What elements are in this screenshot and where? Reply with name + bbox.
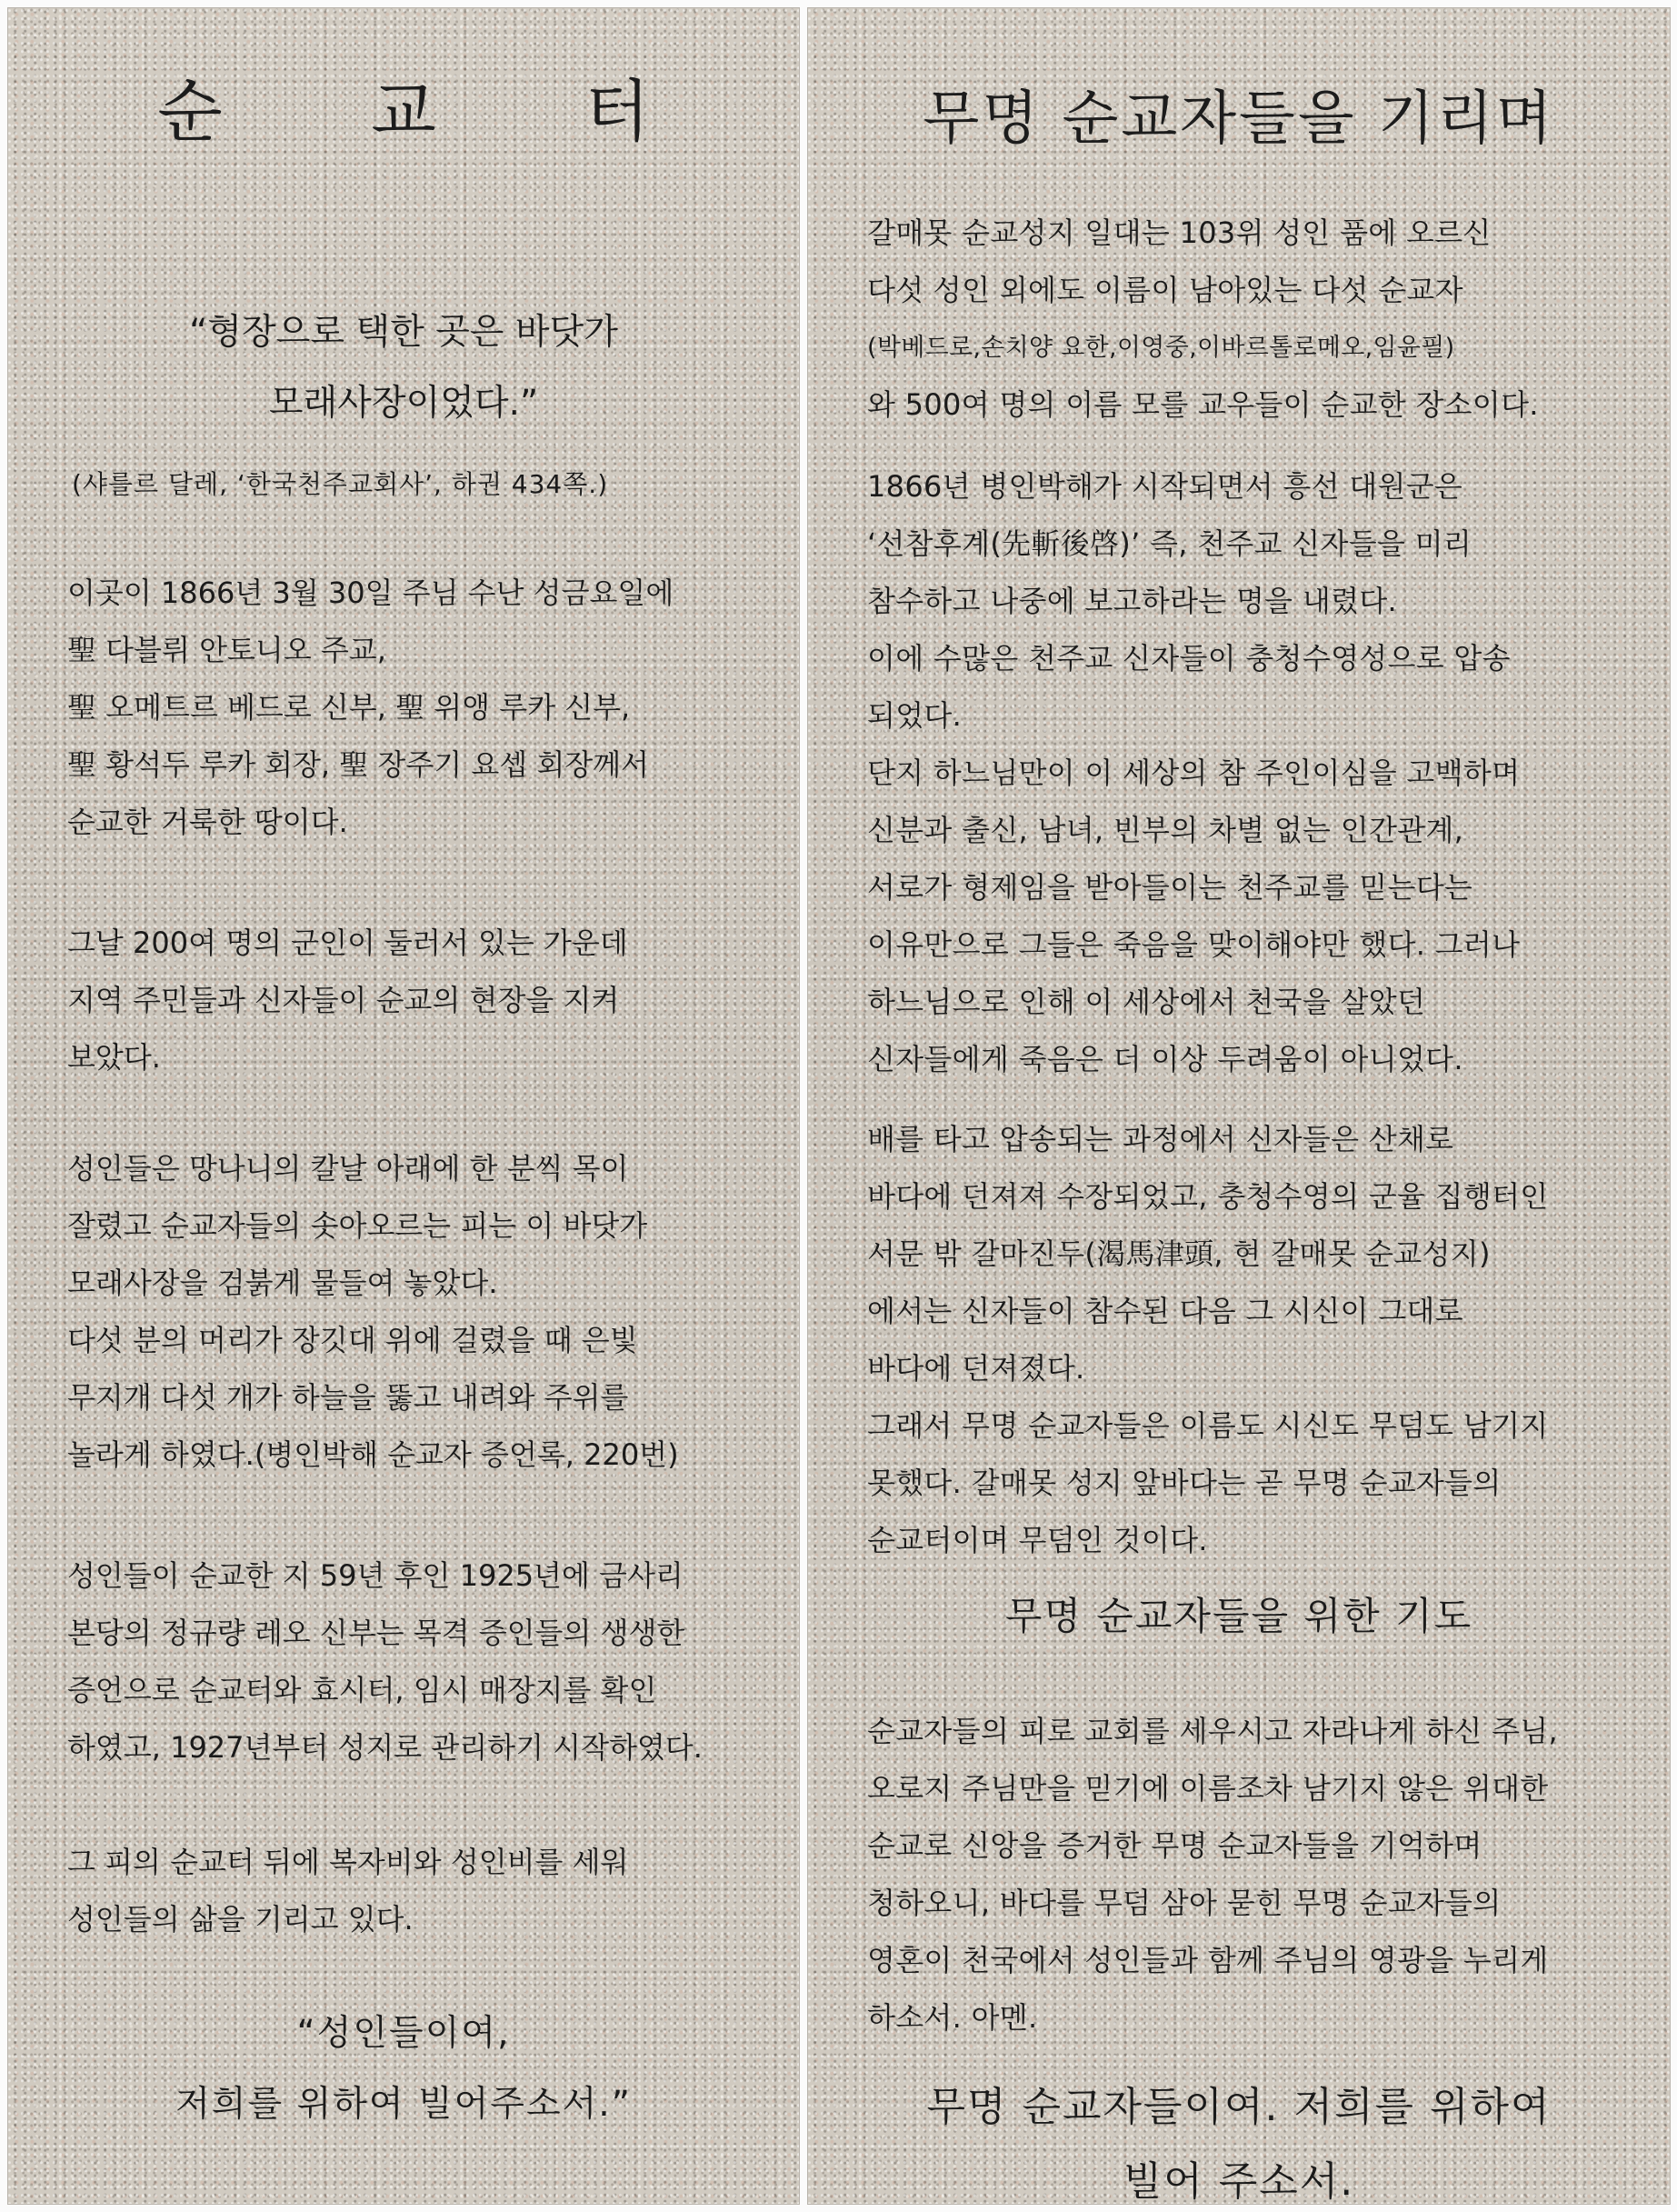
text-line: 참수하고 나중에 보고하라는 명을 내렸다. bbox=[867, 584, 1397, 618]
prayer-heading: 무명 순교자들을 위한 기도 bbox=[1004, 1594, 1473, 1638]
text-line: 지역 주민들과 신자들이 순교의 현장을 지켜 bbox=[67, 983, 620, 1017]
text-line: 그래서 무명 순교자들은 이름도 시신도 무덤도 남기지 bbox=[867, 1408, 1549, 1443]
text-line: ‘선참후계(先斬後啓)’ 즉, 천주교 신자들을 미리 bbox=[867, 526, 1472, 561]
text-line: 聖 오메트르 베드로 신부, 聖 위앵 루카 신부, bbox=[67, 690, 631, 725]
left-paragraph-1 bbox=[67, 565, 674, 851]
right-paragraph-1 bbox=[867, 205, 1539, 434]
text-line: 聖 황석두 루카 회장, 聖 장주기 요셉 회장께서 bbox=[67, 747, 649, 782]
text-line: (박베드로,손치양 요한,이영중,이바르톨로메오,임윤필) bbox=[867, 334, 1455, 362]
text-line: 다섯 분의 머리가 장깃대 위에 걸렸을 때 은빛 bbox=[67, 1323, 638, 1357]
text-line: 배를 타고 압송되는 과정에서 신자들은 산채로 bbox=[867, 1122, 1454, 1156]
text-line: 오로지 주님만을 믿기에 이름조차 남기지 않은 위대한 bbox=[867, 1771, 1549, 1806]
left-paragraph-5 bbox=[67, 1834, 628, 1948]
text-line: 단지 하느님만이 이 세상의 참 주인이심을 고백하며 bbox=[867, 756, 1521, 790]
text-line: 1866년 병인박해가 시작되면서 흥선 대원군은 bbox=[867, 469, 1463, 504]
text-line: 영혼이 천국에서 성인들과 함께 주님의 영광을 누리게 bbox=[867, 1943, 1549, 1977]
left-paragraph-4 bbox=[67, 1547, 703, 1777]
right-stone-plaque bbox=[807, 7, 1671, 2205]
text-line: 갈매못 순교성지 일대는 103위 성인 품에 오르신 bbox=[867, 215, 1492, 250]
prayer-text bbox=[867, 1703, 1558, 2047]
quote-line: “형장으로 택한 곳은 바닷가 bbox=[189, 312, 618, 353]
left-plaque-title: 순 교 터 bbox=[157, 73, 714, 151]
text-line: 이에 수많은 천주교 신자들이 충청수영성으로 압송 bbox=[867, 641, 1511, 676]
text-line: 되었다. bbox=[867, 698, 963, 733]
right-paragraph-3 bbox=[867, 1111, 1549, 1569]
text-line: 하소서. 아멘. bbox=[867, 2000, 1038, 2035]
left-closing-prayer bbox=[8, 1998, 799, 2140]
text-line: 바다에 던져졌다. bbox=[867, 1351, 1085, 1386]
quote-line: 모래사장이었다.” bbox=[268, 383, 539, 424]
text-line: 그 피의 순교터 뒤에 복자비와 성인비를 세워 bbox=[67, 1845, 629, 1879]
text-line: 이유만으로 그들은 죽음을 맞이해야만 했다. 그러나 bbox=[867, 927, 1521, 962]
text-line: 聖 다블뤼 안토니오 주교, bbox=[67, 633, 386, 667]
text-line: 바다에 던져져 수장되었고, 충청수영의 군율 집행터인 bbox=[867, 1179, 1549, 1214]
text-line: 에서는 신자들이 참수된 다음 그 시신이 그대로 bbox=[867, 1294, 1463, 1328]
text-line: 못했다. 갈매못 성지 앞바다는 곧 무명 순교자들의 bbox=[867, 1466, 1502, 1500]
text-line: 그날 200여 명의 군인이 둘러서 있는 가운데 bbox=[67, 926, 628, 960]
right-plaque-title: 무명 순교자들을 기리며 bbox=[923, 85, 1555, 153]
text-line: 신분과 출신, 남녀, 빈부의 차별 없는 인간관계, bbox=[867, 813, 1464, 847]
text-line: 서로가 형제임을 받아들이는 천주교를 믿는다는 bbox=[867, 870, 1473, 905]
text-line: 이곳이 1866년 3월 30일 주님 수난 성금요일에 bbox=[67, 576, 674, 610]
text-line: 본당의 정규량 레오 신부는 목격 증인들의 생생한 bbox=[67, 1616, 685, 1650]
text-line: 놀라게 하였다.(병인박해 순교자 증언록, 220번) bbox=[67, 1437, 679, 1472]
text-line: 순교터이며 무덤인 것이다. bbox=[867, 1523, 1208, 1557]
text-line: 와 500여 명의 이름 모를 교우들이 순교한 장소이다. bbox=[867, 387, 1539, 422]
text-line: 순교한 거룩한 땅이다. bbox=[67, 805, 348, 839]
closing-line: 저희를 위하여 빌어주소서.” bbox=[175, 2084, 632, 2125]
closing-line: 빌어 주소서. bbox=[1123, 2158, 1355, 2205]
text-line: 성인들의 삶을 기리고 있다. bbox=[67, 1902, 414, 1937]
left-opening-quote bbox=[8, 297, 799, 439]
text-line: 하였고, 1927년부터 성지로 관리하기 시작하였다. bbox=[67, 1730, 703, 1765]
text-line: 성인들이 순교한 지 59년 후인 1925년에 금사리 bbox=[67, 1558, 684, 1593]
text-line: 청하오니, 바다를 무덤 삼아 묻힌 무명 순교자들의 bbox=[867, 1886, 1502, 1920]
closing-line: 무명 순교자들이여. 저희를 위하여 bbox=[926, 2084, 1552, 2130]
text-line: 증언으로 순교터와 효시터, 임시 매장지를 확인 bbox=[67, 1673, 657, 1707]
right-closing-prayer bbox=[808, 2070, 1670, 2212]
text-line: 서문 밖 갈마진두(渴馬津頭, 현 갈매못 순교성지) bbox=[867, 1236, 1491, 1271]
left-paragraph-2 bbox=[67, 915, 628, 1086]
text-line: 무지개 다섯 개가 하늘을 뚫고 내려와 주위를 bbox=[67, 1380, 629, 1415]
text-line: 보았다. bbox=[67, 1040, 161, 1075]
left-paragraph-3 bbox=[67, 1140, 679, 1484]
text-line: 모래사장을 검붉게 물들여 놓았다. bbox=[67, 1266, 498, 1300]
closing-line: “성인들이여, bbox=[296, 2013, 511, 2054]
left-stone-plaque bbox=[7, 7, 800, 2205]
text-line: 순교로 신앙을 증거한 무명 순교자들을 기억하며 bbox=[867, 1828, 1482, 1863]
text-line: 다섯 성인 외에도 이름이 남아있는 다섯 순교자 bbox=[867, 273, 1463, 307]
text-line: 순교자들의 피로 교회를 세우시고 자라나게 하신 주님, bbox=[867, 1714, 1558, 1748]
text-line: 성인들은 망나니의 칼날 아래에 한 분씩 목이 bbox=[67, 1151, 629, 1186]
quote-source: (샤를르 달레, ‘한국천주교회사’, 하권 434쪽.) bbox=[72, 469, 609, 499]
text-line: 하느님으로 인해 이 세상에서 천국을 살았던 bbox=[867, 985, 1426, 1019]
right-paragraph-2 bbox=[867, 458, 1520, 1088]
text-line: 잘렸고 순교자들의 솟아오르는 피는 이 바닷가 bbox=[67, 1208, 648, 1243]
text-line: 신자들에게 죽음은 더 이상 두려움이 아니었다. bbox=[867, 1042, 1463, 1076]
